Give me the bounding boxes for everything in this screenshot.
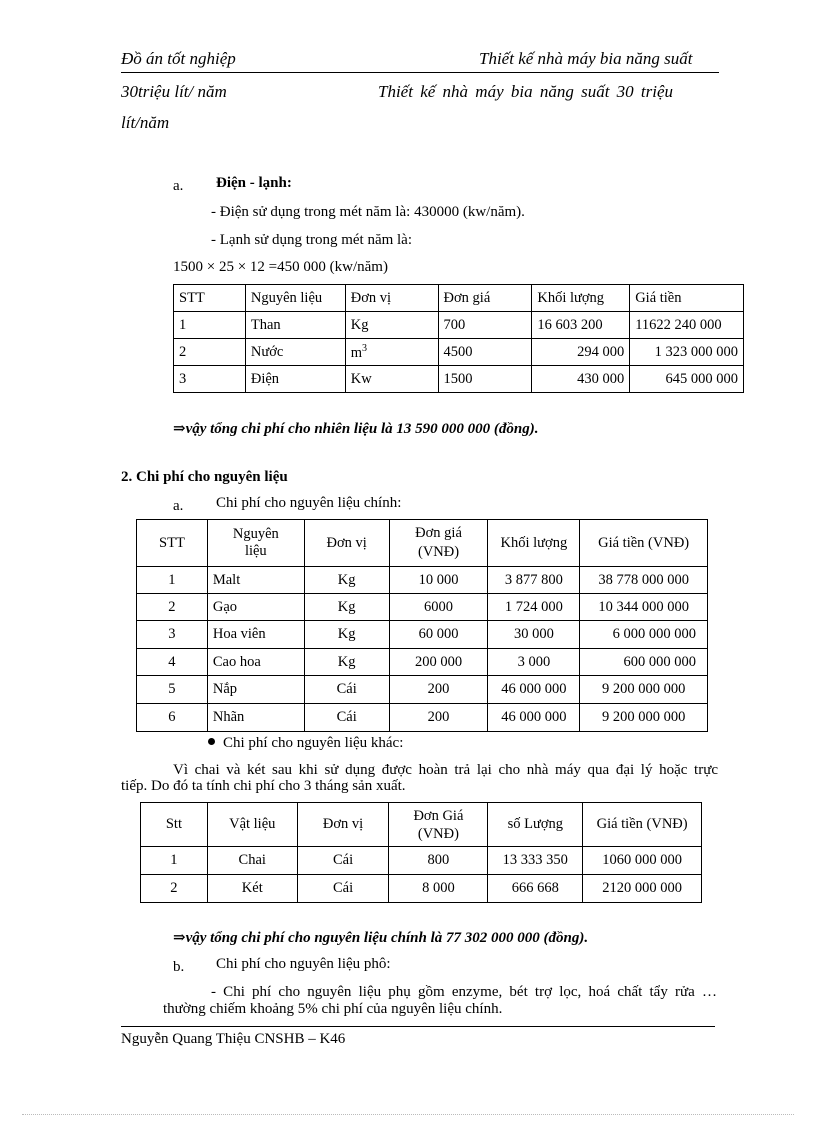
table-cell: Kg (345, 312, 438, 339)
table-cell: 1 323 000 000 (630, 339, 744, 366)
sub-b-title: Chi phí cho nguyên liệu phô: (216, 956, 391, 972)
table-cell: Điện (245, 366, 345, 393)
other-materials-para-line1: Vì chai và két sau khi sử dụng được hoàn trả lại cho nhà máy qua đại lý hoặc trực (173, 762, 718, 778)
bottle-header-cell: Giá tiền (VNĐ) (583, 803, 702, 847)
table-cell: 9 200 000 000 (580, 704, 708, 732)
fuel-total: ⇒vậy tổng chi phí cho nhiên liệu là 13 590 000 000 (đồng). (173, 421, 539, 437)
header-line2-right: Thiết kế nhà máy bia năng suất 30 triệu (378, 82, 674, 101)
table-cell: 6000 (389, 594, 488, 621)
other-materials-bullet-text: Chi phí cho nguyên liệu khác: (223, 735, 404, 751)
section-a-formula: 1500 × 25 × 12 =450 000 (kw/năm) (173, 259, 388, 275)
unit-text: m (350, 344, 363, 361)
raw-table-header (137, 520, 708, 567)
footer-text: Nguyễn Quang Thiệu CNSHB – K46 (121, 1031, 346, 1047)
table-cell: 2 (141, 875, 208, 903)
table-cell: Kg (304, 567, 389, 594)
table-cell: 1 (174, 312, 246, 339)
bottle-header-cell: Vật liệu (207, 803, 297, 847)
raw-header-cell: Nguyên liệu (207, 520, 304, 567)
table-cell: 1 (141, 847, 208, 875)
table-row (174, 339, 744, 366)
bottle-table (140, 802, 702, 903)
header-right: Thiết kế nhà máy bia năng suất (479, 49, 693, 68)
table-row (137, 567, 708, 594)
sub-b-line2: thường chiếm khoảng 5% chi phí của nguyên liệu chính. (163, 1001, 503, 1017)
table-cell: 9 200 000 000 (580, 676, 708, 704)
sub-b-marker: b. (173, 959, 185, 975)
other-materials-bullet (208, 735, 403, 752)
raw-header-cell: Đơn vị (304, 520, 389, 567)
table-row (141, 847, 702, 875)
bottle-header-cell: số Lượng (488, 803, 583, 847)
fuel-table-header (174, 285, 744, 312)
fuel-header-cell: Nguyên liệu (245, 285, 345, 312)
table-cell: Cao hoa (207, 649, 304, 676)
raw-header-cell: STT (137, 520, 208, 567)
table-cell: 645 000 000 (630, 366, 744, 393)
table-cell: 200 (389, 676, 488, 704)
table-cell: 6 000 000 000 (580, 621, 708, 649)
table-cell: 10 000 (389, 567, 488, 594)
section2-sub-a-marker: a. (173, 498, 184, 514)
table-cell: 8 000 (389, 875, 488, 903)
table-cell: Cái (297, 847, 389, 875)
bottle-header-cell: Stt (141, 803, 208, 847)
bullet-icon (208, 738, 215, 745)
raw-header-cell: Đơn giá (VNĐ) (389, 520, 488, 567)
table-cell: Két (207, 875, 297, 903)
sub-b-line1: - Chi phí cho nguyên liệu phụ gồm enzyme, bét trợ lọc, hoá chất tẩy rửa … (211, 984, 717, 1000)
raw-header-cell: Giá tiền (VNĐ) (580, 520, 708, 567)
table-cell: 3 877 800 (488, 567, 580, 594)
table-cell: 1 724 000 (488, 594, 580, 621)
table-cell: 46 000 000 (488, 704, 580, 732)
table-cell: 13 333 350 (488, 847, 583, 875)
page-break-line (22, 1114, 794, 1115)
table-row (137, 676, 708, 704)
table-row (174, 312, 744, 339)
table-cell: 38 778 000 000 (580, 567, 708, 594)
section2-title: 2. Chi phí cho nguyên liệu (121, 469, 288, 485)
table-cell: 700 (438, 312, 532, 339)
table-cell: 3 (174, 366, 246, 393)
raw-header-cell: Khối lượng (488, 520, 580, 567)
raw-total: ⇒vậy tổng chi phí cho nguyên liệu chính là 77 302 000 000 (đồng). (173, 930, 589, 946)
table-cell: 16 603 200 (532, 312, 630, 339)
section-a-marker: a. (173, 178, 184, 194)
table-cell: 2 (174, 339, 246, 366)
table-cell: Malt (207, 567, 304, 594)
fuel-header-cell: Đơn vị (345, 285, 438, 312)
bottle-header-cell: Đơn Giá (VNĐ) (389, 803, 488, 847)
fuel-header-cell: Giá tiền (630, 285, 744, 312)
section-a-title: Điện - lạnh: (216, 175, 292, 191)
table-cell: Than (245, 312, 345, 339)
unit-superscript: 3 (362, 342, 368, 354)
table-cell: 600 000 000 (580, 649, 708, 676)
table-cell: Kg (304, 621, 389, 649)
header-left: Đồ án tốt nghiệp (121, 49, 236, 68)
table-cell: 11622 240 000 (630, 312, 744, 339)
table-row (174, 366, 744, 393)
table-cell: Kg (304, 649, 389, 676)
table-cell: 46 000 000 (488, 676, 580, 704)
table-cell-unit (345, 339, 438, 366)
table-cell: 200 000 (389, 649, 488, 676)
table-cell: 294 000 (532, 339, 630, 366)
table-cell: 666 668 (488, 875, 583, 903)
bottle-header-cell: Đơn vị (297, 803, 389, 847)
table-cell: Hoa viên (207, 621, 304, 649)
table-cell: 1060 000 000 (583, 847, 702, 875)
section2-sub-a-title: Chi phí cho nguyên liệu chính: (216, 495, 402, 511)
table-cell: Kw (345, 366, 438, 393)
raw-materials-table (136, 519, 708, 732)
table-cell: Cái (297, 875, 389, 903)
section-a-line1: - Điện sử dụng trong mét năm là: 430000 (kw/năm). (211, 204, 525, 220)
table-cell: 6 (137, 704, 208, 732)
table-cell: 200 (389, 704, 488, 732)
table-row (137, 621, 708, 649)
fuel-header-cell: STT (174, 285, 246, 312)
table-cell: 1 (137, 567, 208, 594)
table-cell: 3 (137, 621, 208, 649)
table-cell: 5 (137, 676, 208, 704)
table-cell: 2 (137, 594, 208, 621)
table-cell: Nước (245, 339, 345, 366)
table-cell: Cái (304, 676, 389, 704)
table-row (137, 594, 708, 621)
header-line3: lít/năm (121, 113, 170, 132)
table-cell: Chai (207, 847, 297, 875)
bottle-table-header (141, 803, 702, 847)
fuel-header-cell: Đơn giá (438, 285, 532, 312)
other-materials-para-line2: tiếp. Do đó ta tính chi phí cho 3 tháng sản xuất. (121, 778, 406, 794)
fuel-header-cell: Khối lượng (532, 285, 630, 312)
footer-rule (121, 1026, 715, 1027)
table-cell: 2120 000 000 (583, 875, 702, 903)
table-cell: 1500 (438, 366, 532, 393)
table-cell: 430 000 (532, 366, 630, 393)
table-cell: 800 (389, 847, 488, 875)
table-cell: 4500 (438, 339, 532, 366)
table-row (137, 704, 708, 732)
table-cell: Gạo (207, 594, 304, 621)
table-cell: Kg (304, 594, 389, 621)
table-cell: Nhãn (207, 704, 304, 732)
table-cell: 10 344 000 000 (580, 594, 708, 621)
header-line2-left: 30triệu lít/ năm (121, 82, 227, 101)
header-rule (121, 72, 719, 73)
table-cell: 4 (137, 649, 208, 676)
fuel-table (173, 284, 744, 393)
table-cell: Nắp (207, 676, 304, 704)
table-cell: 3 000 (488, 649, 580, 676)
table-cell: 60 000 (389, 621, 488, 649)
section-a-line2: - Lạnh sử dụng trong mét năm là: (211, 232, 413, 248)
table-row (141, 875, 702, 903)
table-cell: Cái (304, 704, 389, 732)
table-row (137, 649, 708, 676)
table-cell: 30 000 (488, 621, 580, 649)
